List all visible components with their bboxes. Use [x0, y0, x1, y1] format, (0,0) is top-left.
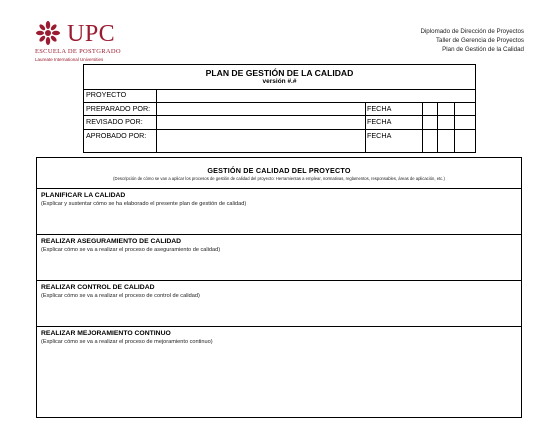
header-line-program: Diplomado de Dirección de Proyectos	[420, 28, 524, 35]
section-plan-quality[interactable]	[37, 188, 521, 234]
document-header	[420, 27, 524, 55]
section-title: REALIZAR ASEGURAMIENTO DE CALIDAD	[41, 238, 182, 245]
date-label: FECHA	[367, 117, 392, 126]
header-line-workshop: Taller de Gerencia de Proyectos	[435, 37, 524, 45]
date-label: FECHA	[367, 103, 392, 113]
section-continuous-improvement[interactable]	[37, 326, 521, 417]
section-quality-control[interactable]	[37, 280, 521, 326]
section-description: (Explicar cómo se va a realizar el proceso de control de calidad)	[41, 293, 200, 299]
date-year-field[interactable]	[454, 116, 475, 129]
date-day-field[interactable]	[422, 103, 437, 116]
quality-header	[37, 158, 521, 188]
section-description: (Explicar y sustentar cómo se ha elaborado el presente plan de gestión de calidad)	[41, 201, 247, 207]
quality-description: (Descripción de cómo se van a aplicar los procesos de gestión de calidad del proyecto: Herramientas a emplear, normativas, reglamentos, responsables, áreas de aplicación, etc.)	[113, 176, 445, 181]
header-line-document: Plan de Gestión de la Calidad	[442, 46, 524, 54]
plan-title-block	[84, 65, 475, 90]
row-label: PROYECTO	[86, 90, 127, 99]
date-day-field[interactable]	[422, 130, 437, 153]
quality-management-box	[36, 157, 522, 418]
date-year-field[interactable]	[454, 130, 475, 153]
date-month-field[interactable]	[437, 103, 454, 116]
date-year-field[interactable]	[454, 103, 475, 116]
plan-version: versión #.#	[262, 78, 297, 85]
prepared-by-field[interactable]	[156, 103, 365, 116]
logo-tagline: Laureate International Universities	[35, 57, 104, 62]
date-day-field[interactable]	[422, 116, 437, 129]
section-quality-assurance[interactable]	[37, 234, 521, 280]
table-row-reviewed	[84, 116, 475, 130]
row-label: APROBADO POR:	[86, 130, 147, 140]
section-title: REALIZAR CONTROL DE CALIDAD	[41, 284, 155, 291]
section-title: REALIZAR MEJORAMIENTO CONTINUO	[41, 330, 171, 337]
date-month-field[interactable]	[437, 116, 454, 129]
row-label: REVISADO POR:	[86, 117, 143, 126]
approved-by-field[interactable]	[156, 130, 365, 153]
date-month-field[interactable]	[437, 130, 454, 153]
section-description: (Explicar cómo se va a realizar el proceso de mejoramiento continuo)	[41, 339, 213, 345]
date-label: FECHA	[367, 130, 392, 140]
plan-info-table	[83, 64, 476, 153]
row-label: PREPARADO POR:	[86, 103, 151, 113]
upc-emblem-icon	[35, 20, 61, 46]
table-row-project	[84, 89, 475, 103]
plan-title: PLAN DE GESTIÓN DE LA CALIDAD	[205, 68, 354, 78]
table-row-approved	[84, 130, 475, 153]
logo-brand-text: UPC	[67, 21, 116, 47]
table-row-prepared	[84, 103, 475, 117]
section-title: PLANIFICAR LA CALIDAD	[41, 192, 126, 199]
upc-logo	[35, 20, 145, 60]
reviewed-by-field[interactable]	[156, 116, 365, 129]
quality-title: GESTIÓN DE CALIDAD DEL PROYECTO	[207, 166, 351, 175]
project-value-field[interactable]	[156, 89, 475, 102]
section-description: (Explicar cómo se va a realizar el proceso de aseguramiento de calidad)	[41, 247, 221, 253]
logo-school-text: ESCUELA DE POSTGRADO	[35, 48, 121, 55]
